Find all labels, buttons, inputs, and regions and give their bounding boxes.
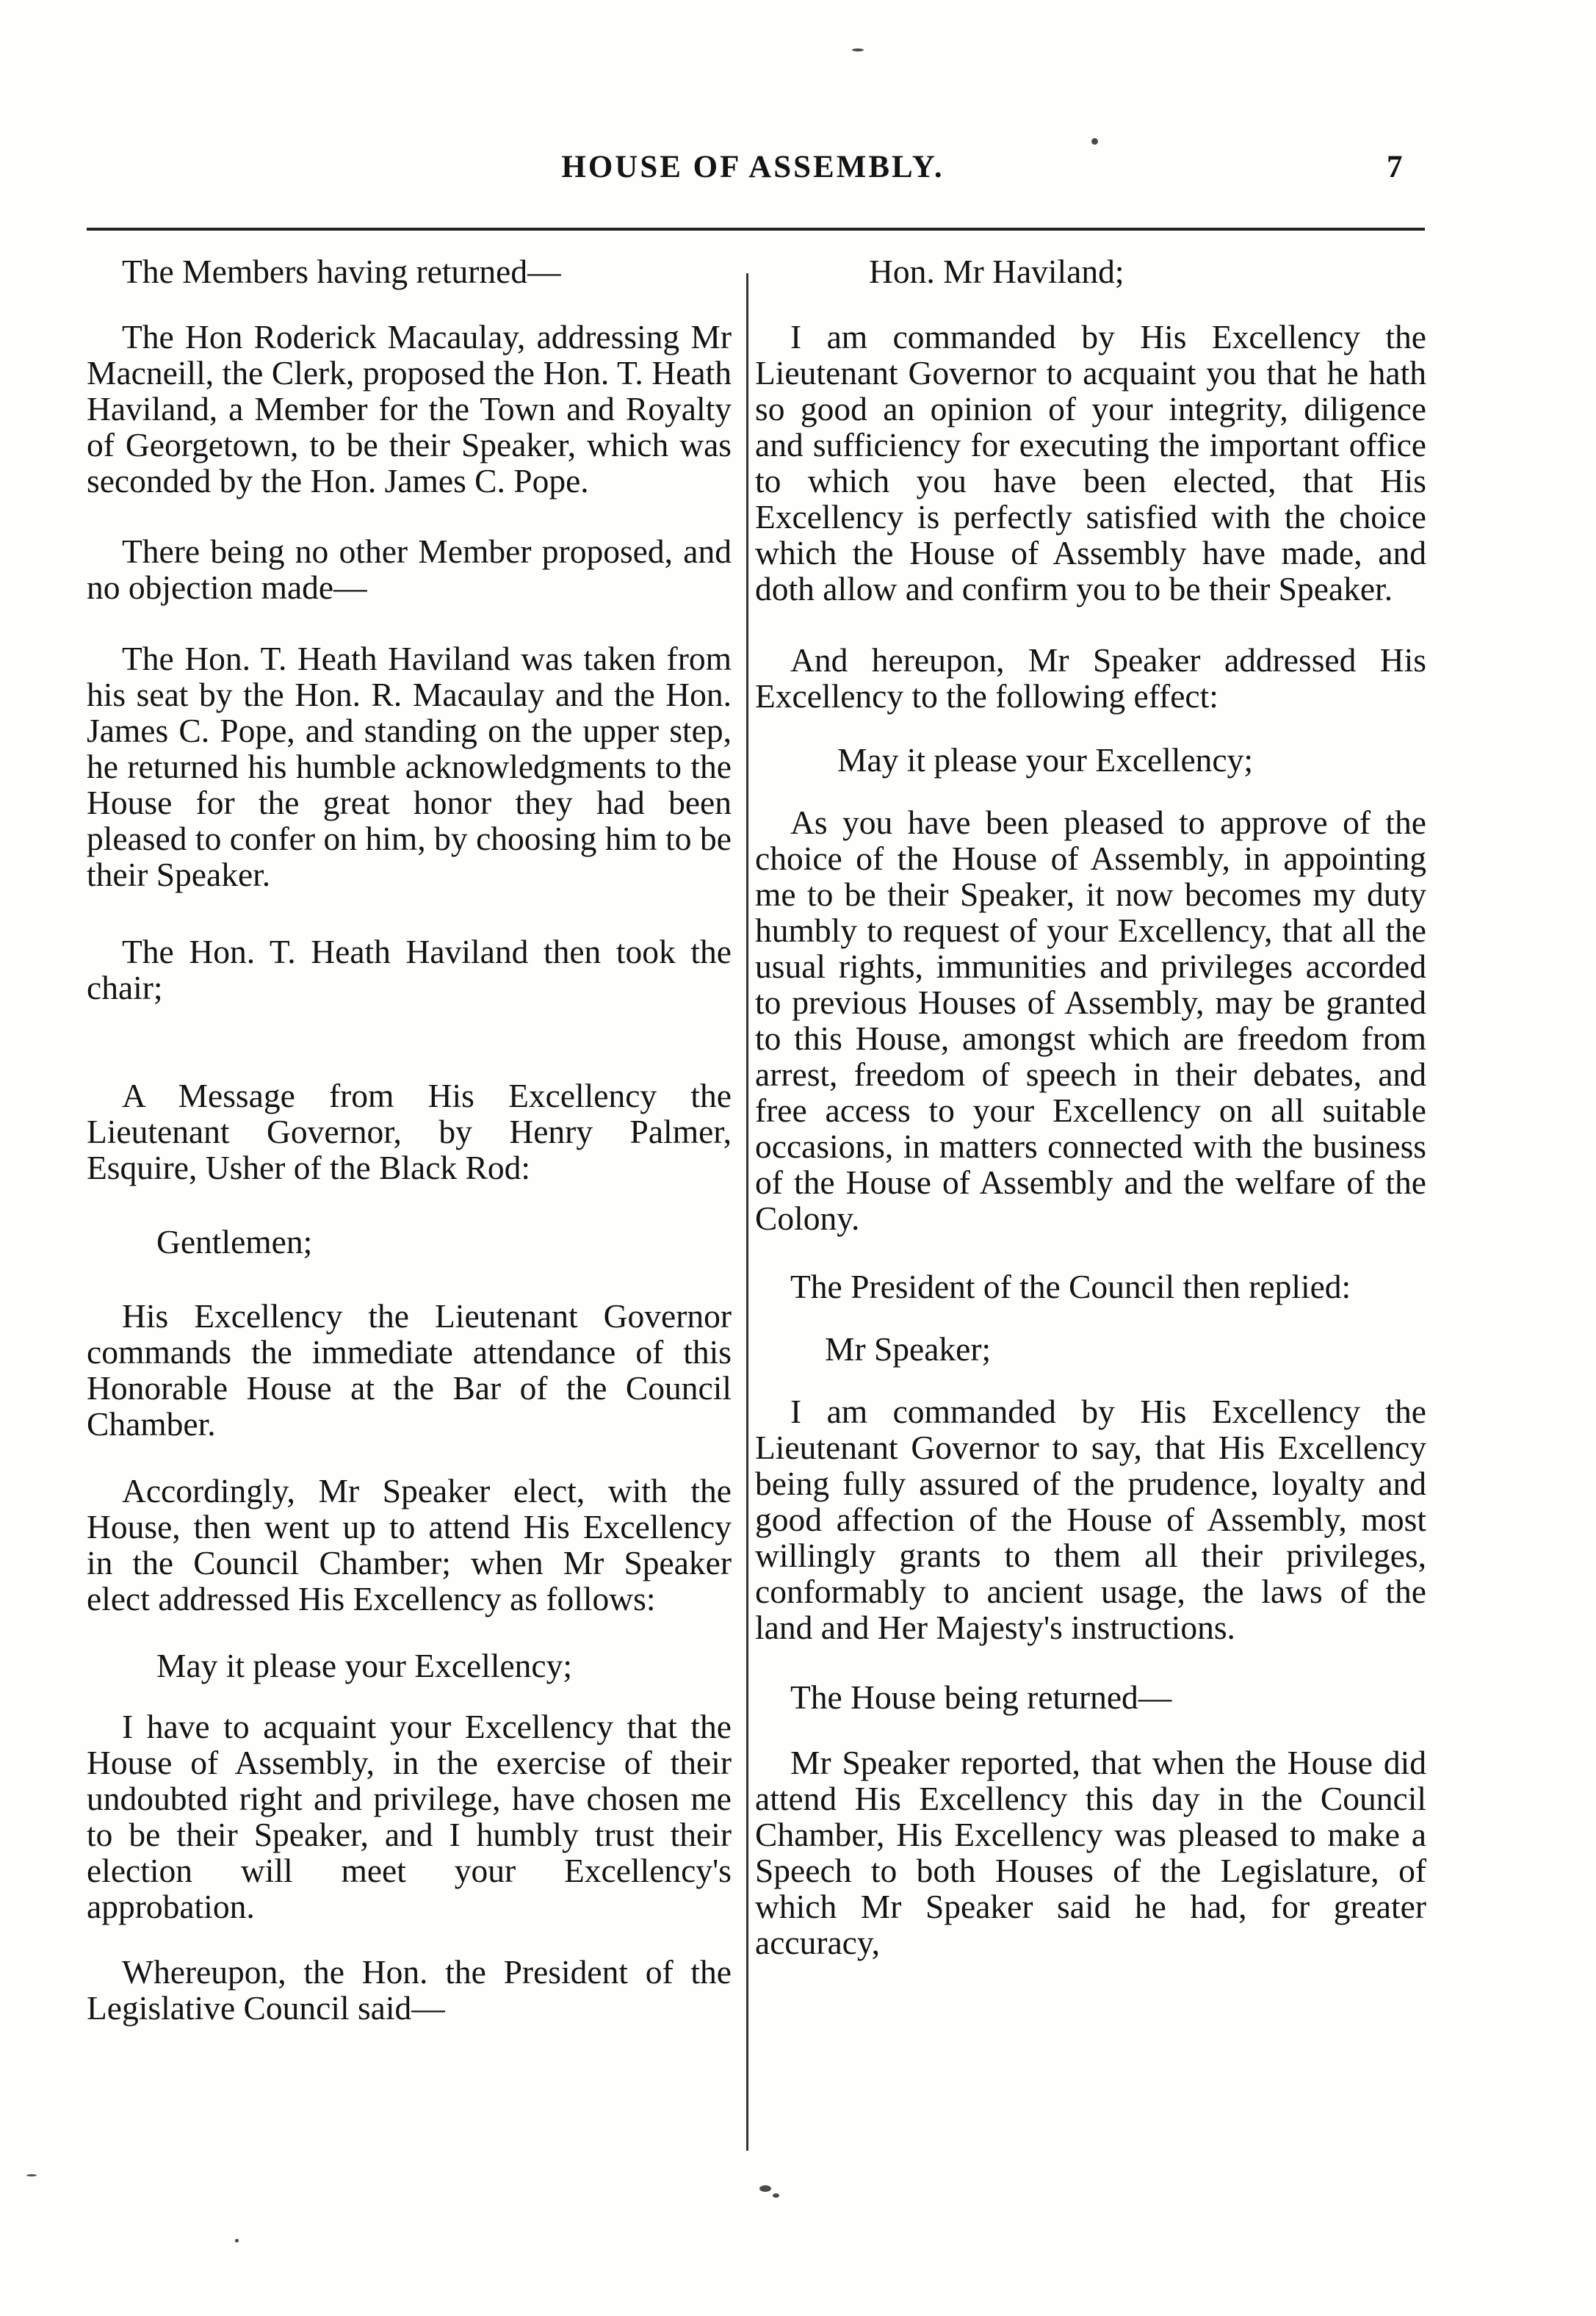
left-column (87, 253, 732, 2051)
paragraph: The Hon. T. Heath Haviland was taken from his seat by the Hon. R. Macaulay and the Hon. James C. Pope, and standing on the upper step, he returned his humble acknowledgments to the House for the great honor they had been pleased to confer on him, by choosing him to be their Speaker. (87, 640, 732, 893)
paragraph: I am commanded by His Excellency the Lieutenant Governor to say, that His Excellency being fully assured of the prudence, loyalty and good affection of the House of Assembly, most willingly grants to them all their privileges, conformably to ancient usage, the laws of the land and Her Majesty's instructions. (755, 1393, 1426, 1646)
salutation: Mr Speaker; (825, 1330, 992, 1368)
paragraph: The Hon. T. Heath Haviland then took the chair; (87, 933, 732, 1006)
paragraph: As you have been pleased to approve of the choice of the House of Assembly, in appointing me to be their Speaker, it now becomes my duty humbly to request of your Excellency, that all the usual rights, immunities and privileges accorded to previous Houses of Assembly, may be granted to this House, amongst which are freedom from arrest, freedom of speech in their debates, and free access to your Excellency on all suitable occasions, in matters connected with the business of the House of Assembly and the welfare of the Colony. (755, 804, 1426, 1237)
salutation: Gentlemen; (156, 1223, 313, 1260)
page-number: 7 (1387, 150, 1403, 184)
page-header (0, 143, 1596, 195)
ink-speck (852, 48, 864, 51)
paragraph: His Excellency the Lieutenant Governor commands the immediate attendance of this Honorable House at the Bar of the Council Chamber. (87, 1297, 732, 1443)
header-rule (87, 228, 1425, 231)
paragraph: I am commanded by His Excellency the Lieutenant Governor to acquaint you that he hath so good an opinion of your integrity, diligence and sufficiency for executing the important office to which you have been elected, that His Excellency is perfectly satisfied with the choice which the House of Assembly have made, and doth allow and confirm you to be their Speaker. (755, 318, 1426, 607)
ink-speck (759, 2185, 771, 2192)
paragraph: The President of the Council then replied: (790, 1268, 1351, 1305)
ink-speck (26, 2174, 37, 2176)
paragraph: Mr Speaker reported, that when the House did attend His Excellency this day in the Council Chamber, His Excellency was pleased to make a Speech to both Houses of the Legislature, of which Mr Speaker said he had, for greater accuracy, (755, 1744, 1426, 1961)
paragraph: The Members having returned— (122, 253, 561, 290)
salutation: May it please your Excellency; (156, 1647, 573, 1684)
salutation: Hon. Mr Haviland; (869, 253, 1124, 290)
paragraph: Whereupon, the Hon. the President of the Legislative Council said— (87, 1953, 732, 2027)
salutation: May it please your Excellency; (837, 741, 1254, 779)
column-divider (746, 273, 748, 2151)
paragraph: The Hon Roderick Macaulay, addressing Mr Macneill, the Clerk, proposed the Hon. T. Heath Haviland, a Member for the Town and Royalty of Georgetown, to be their Speaker, which was seconded by the Hon. James C. Pope. (87, 318, 732, 499)
paragraph: There being no other Member proposed, and no objection made— (87, 533, 732, 606)
right-column (755, 253, 1426, 1985)
ink-speck (235, 2239, 239, 2243)
paragraph: I have to acquaint your Excellency that the House of Assembly, in the exercise of their undoubted right and privilege, have chosen me to be their Speaker, and I humbly trust their election will meet your Excellency's approbation. (87, 1708, 732, 1925)
ink-speck (1091, 138, 1098, 145)
ink-speck (773, 2193, 779, 2198)
paragraph: The House being returned— (790, 1678, 1172, 1716)
paragraph: Accordingly, Mr Speaker elect, with the House, then went up to attend His Excellency in the Council Chamber; when Mr Speaker elect addressed His Excellency as follows: (87, 1472, 732, 1617)
paragraph: And hereupon, Mr Speaker addressed His Excellency to the following effect: (755, 641, 1426, 715)
running-head: HOUSE OF ASSEMBLY. (561, 150, 945, 184)
paragraph: A Message from His Excellency the Lieutenant Governor, by Henry Palmer, Esquire, Usher of the Black Rod: (87, 1077, 732, 1186)
